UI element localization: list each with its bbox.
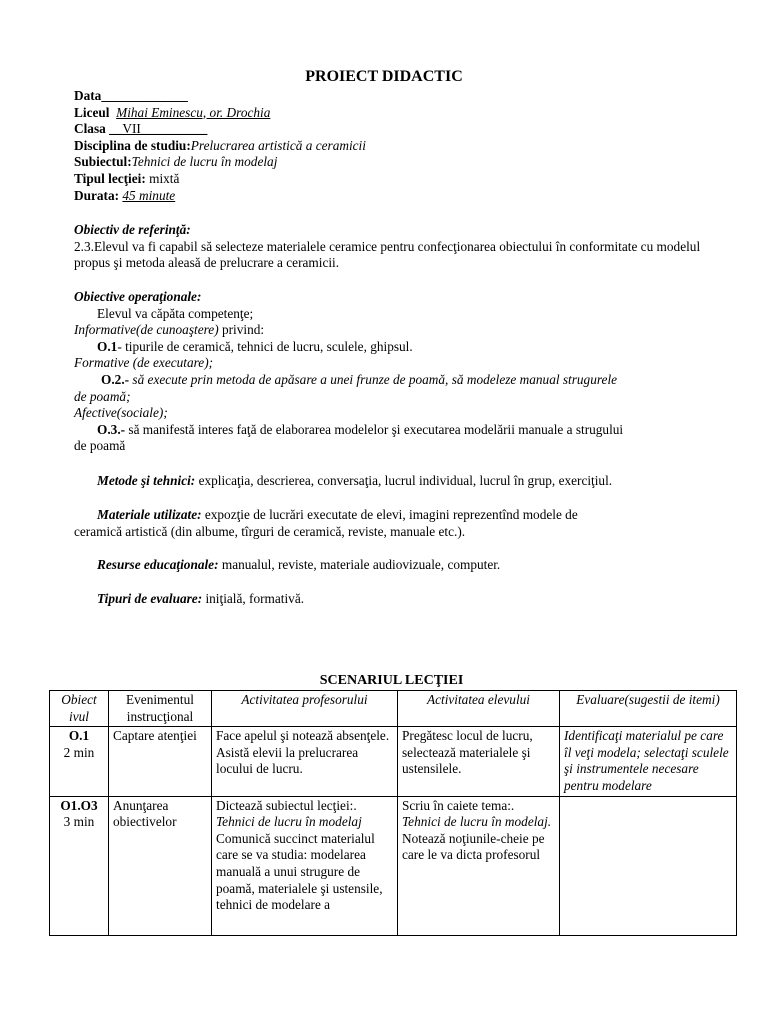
teacher-cell: Dictează subiectul lecţiei:. Tehnici de lucru în modelaj Comunică succinct materialul care se va studia: modelarea manuală a unui strugure de poamă, materialele şi ustensile, tehnici de modelare a <box>212 796 398 935</box>
evaluation-line <box>74 591 737 608</box>
lesson-header <box>74 88 714 204</box>
reference-heading: Obiectiv de referinţă: <box>74 222 191 237</box>
objective-o1-text: - tipurile de ceramică, tehnici de lucru, sculele, ghipsul. <box>117 338 413 354</box>
school-value: Mihai Eminescu, or. Drochia <box>116 104 271 120</box>
scenario-table <box>49 690 737 936</box>
column-header: Activitatea elevului <box>398 691 560 727</box>
date-field: Data_____________ <box>74 88 188 103</box>
class-value: __VII__________ <box>109 121 208 137</box>
class-label: Clasa <box>74 121 106 137</box>
column-header: Evenimentul instrucţional <box>109 691 212 727</box>
table-row <box>50 796 737 935</box>
scenario-title: SCENARIUL LECŢIEI <box>319 673 464 688</box>
event-cell: Captare atenţiei <box>109 727 212 796</box>
resources-line <box>74 557 737 574</box>
document-title: PROIECT DIDACTIC <box>305 68 463 85</box>
formative-label: Formative (de executare); <box>74 355 214 371</box>
subject-value: Tehnici de lucru în modelaj <box>131 154 278 170</box>
methods-text: explicaţia, descrierea, conversaţia, lucrul individual, lucrul în grup, exerciţiul. <box>195 473 613 488</box>
student-cell: Pregătesc locul de lucru, selectează materialele şi ustensilele. <box>398 727 560 796</box>
table-row <box>50 727 737 796</box>
methods-label: Metode şi tehnici: <box>97 473 196 488</box>
duration-label: Durata: <box>74 187 120 203</box>
discipline-value: Prelucrarea artistică a ceramicii <box>190 137 366 153</box>
evaluation-text: iniţială, formativă. <box>202 591 305 606</box>
column-header: Activitatea profesorului <box>212 691 398 727</box>
materials-block <box>74 507 734 540</box>
objective-o2-code: O.2.- <box>101 371 130 387</box>
operational-objectives <box>74 289 734 455</box>
teacher-cell: Face apelul şi notează absenţele. Asistă elevii la prelucrarea locului de lucru. <box>212 727 398 796</box>
objective-o3-text-cont: de poamă <box>74 438 126 454</box>
column-header: Obiect ivul <box>50 691 109 727</box>
evaluation-label: Tipuri de evaluare: <box>97 591 203 606</box>
objective-cell: O1.O3 3 min <box>50 796 109 935</box>
student-cell: Scriu în caiete tema:. Tehnici de lucru în modelaj. Notează noţiunile-cheie pe care le va dicta profesorul <box>398 796 560 935</box>
competence-intro: Elevul va căpăta competenţe; <box>97 305 254 321</box>
operational-heading: Obiective operaţionale: <box>74 289 202 304</box>
reference-text: 2.3.Elevul va fi capabil să selecteze materialele ceramice pentru confecţionarea obiectului în conformitate cu modelul propus şi metoda aleasă de prelucrare a ceramicii. <box>74 238 701 271</box>
evaluation-cell: Identificaţi materialul pe care îl veţi modela; selectaţi sculele şi instrumentele necesare pentru modelare <box>560 727 737 796</box>
resources-text: manualul, reviste, materiale audiovizuale, computer. <box>218 557 501 572</box>
objective-o3-text: să manifestă interes faţă de elaborarea modelelor şi executarea modelării manuale a strugului <box>125 421 624 437</box>
column-header: Evaluare(sugestii de itemi) <box>560 691 737 727</box>
informative-label: Informative(de cunoaştere) <box>74 322 219 338</box>
objective-cell: O.1 2 min <box>50 727 109 796</box>
lesson-type-label: Tipul lecţiei: <box>74 170 146 186</box>
reference-objective <box>74 222 714 272</box>
affective-label: Afective(sociale); <box>74 405 168 421</box>
discipline-label: Disciplina de studiu: <box>74 137 191 153</box>
event-cell: Anunţarea obiectivelor <box>109 796 212 935</box>
duration-value: 45 minute <box>122 187 176 203</box>
subject-label: Subiectul: <box>74 154 132 170</box>
school-label: Liceul <box>74 104 110 120</box>
materials-label: Materiale utilizate: <box>97 507 202 522</box>
resources-label: Resurse educaţionale: <box>97 557 219 572</box>
lesson-type-value: mixtă <box>145 170 180 186</box>
table-header-row <box>50 691 737 727</box>
objective-o2-text: să execute prin metoda de apăsare a unei frunze de poamă, să modeleze manual strugurele <box>129 371 618 387</box>
objective-o3-code: O.3.- <box>97 421 126 437</box>
informative-suffix: privind: <box>218 322 265 338</box>
evaluation-cell <box>560 796 737 935</box>
methods-line <box>74 473 737 490</box>
objective-o2-text-cont: de poamă; <box>74 388 131 404</box>
materials-text-cont: ceramică artistică (din albume, tîrguri de ceramică, reviste, manuale etc.). <box>74 523 466 539</box>
materials-text: expozţie de lucrări executate de elevi, imagini reprezentînd modele de <box>201 507 578 522</box>
objective-o1-code: O.1 <box>97 338 118 354</box>
